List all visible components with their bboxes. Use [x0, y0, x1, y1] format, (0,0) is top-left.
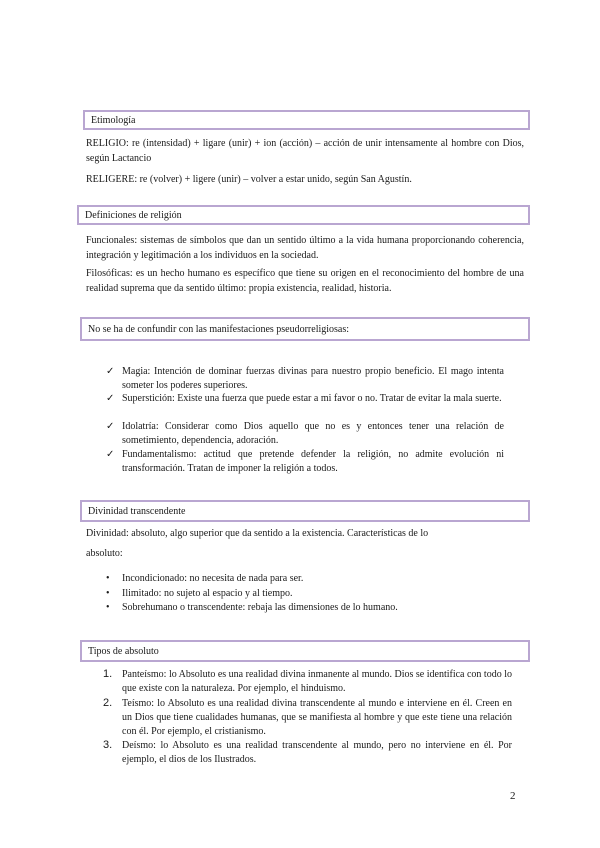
check-icon: ✓	[106, 366, 115, 377]
section-title: No se ha de confundir con las manifestaciones pseudorreligiosas:	[88, 323, 350, 335]
paragraph-religere: RELIGERE: re (volver) + ligere (unir) – volver a estar unido, según San Agustín.	[86, 174, 412, 185]
bullet-icon: •	[106, 602, 110, 613]
list-number: 3.	[103, 739, 113, 751]
check-icon: ✓	[106, 449, 115, 460]
paragraph-religio: RELIGIO: re (intensidad) + ligare (unir) + ion (acción) – acción de unir intensamente al hombre con Dios, según Lactancio	[86, 138, 524, 164]
paragraph-divinidad: Divinidad: absoluto, algo superior que da sentido a la existencia. Características de lo	[86, 528, 429, 539]
section-header-tipos	[80, 640, 530, 662]
check-icon: ✓	[106, 393, 115, 404]
list-item-deismo: Deísmo: lo Absoluto es una realidad transcendente al mundo, pero no interviene en él. Por ejemplo, el dios de los Ilustrados.	[122, 740, 512, 765]
section-header-definiciones	[77, 205, 530, 225]
section-title: Divinidad transcendente	[88, 505, 186, 517]
section-header-etimologia	[83, 110, 530, 130]
paragraph-funcionales: Funcionales: sistemas de símbolos que dan un sentido último a la vida humana proporcionando coherencia, integración y legitimación a los individuos en la sociedad.	[86, 235, 524, 261]
list-item-idolatria: Idolatría: Considerar como Dios aquello que no es y entonces tener una relación de sometimiento, dependencia, adoración.	[122, 421, 504, 446]
bullet-icon: •	[106, 588, 110, 599]
list-item-incondicionado: Incondicionado: no necesita de nada para ser.	[122, 573, 304, 584]
section-header-pseudorreligiosas	[80, 317, 530, 341]
section-title: Etimología	[91, 114, 136, 126]
list-number: 1.	[103, 668, 113, 680]
bullet-icon: •	[106, 573, 110, 584]
check-icon: ✓	[106, 421, 115, 432]
section-title: Definiciones de religión	[85, 209, 182, 221]
list-number: 2.	[103, 697, 113, 709]
paragraph-filosoficas: Filosóficas: es un hecho humano es específico que tiene su origen en el reconocimiento del hombre de una realidad suprema que da sentido último: propia existencia, realidad, historia.	[86, 268, 524, 294]
list-item-supersticion: Superstición: Existe una fuerza que puede estar a mi favor o no. Tratar de evitar la mala suerte.	[122, 393, 502, 404]
paragraph-absoluto: absoluto:	[86, 548, 123, 559]
list-item-panteismo: Panteísmo: lo Absoluto es una realidad divina inmanente al mundo. Dios se identifica con todo lo que existe con la naturaleza. Por ejemplo, el hinduismo.	[122, 669, 512, 694]
list-item-magia: Magia: Intención de dominar fuerzas divinas para nuestro propio beneficio. El mago intenta someter los poderes superiores.	[122, 366, 504, 391]
page-number: 2	[510, 790, 516, 802]
list-item-sobrehumano: Sobrehumano o transcendente: rebaja las dimensiones de lo humano.	[122, 602, 398, 613]
list-item-ilimitado: Ilimitado: no sujeto al espacio y al tiempo.	[122, 588, 293, 599]
list-item-fundamentalismo: Fundamentalismo: actitud que pretende defender la religión, no admite evolución ni transformación. Tratan de imponer la religión a todos.	[122, 449, 504, 474]
section-header-divinidad	[80, 500, 530, 522]
list-item-teismo: Teísmo: lo Absoluto es una realidad divina transcendente al mundo e interviene en él. Creen en un Dios que tiene cualidades humanas, que se manifiesta al hombre y que este tiene una relación con él. Por ejemplo, el cristianismo.	[122, 698, 512, 737]
section-title: Tipos de absoluto	[88, 645, 159, 657]
